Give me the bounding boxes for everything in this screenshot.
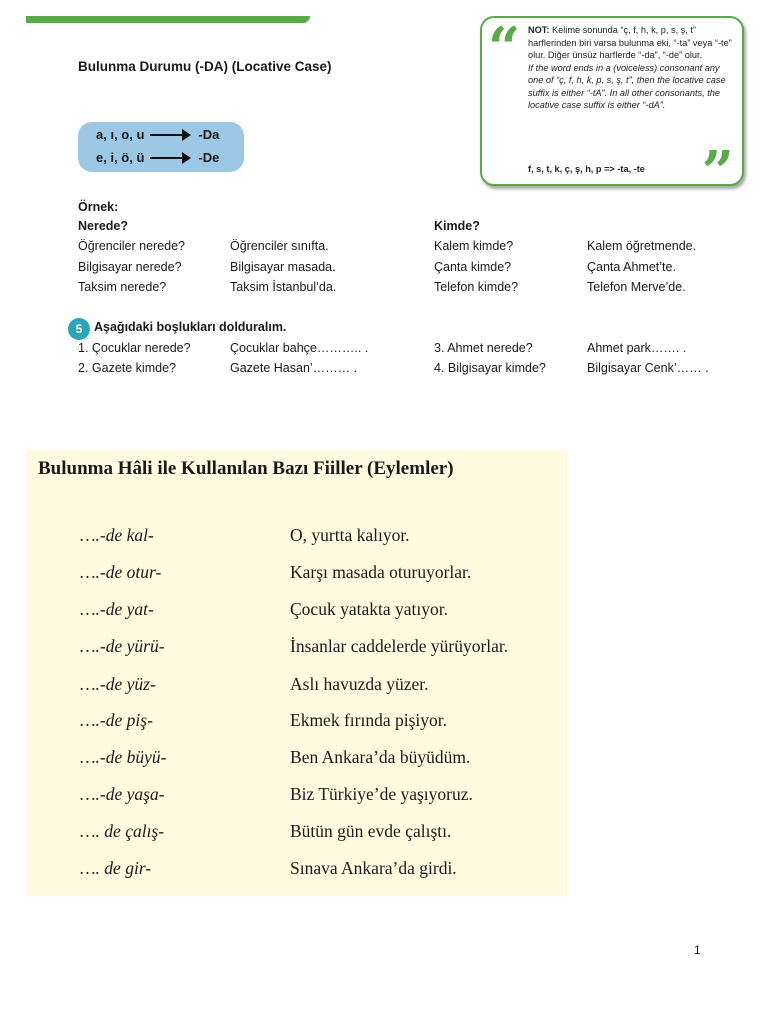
verb-pattern: ….-de yüz- <box>80 674 156 694</box>
who-heading: Kimde? <box>434 219 480 233</box>
vowel-rule-front <box>96 150 219 165</box>
where-heading: Nerede? <box>78 219 129 233</box>
example-answer: Bilgisayar masada. <box>230 260 336 274</box>
open-quote-icon: “ <box>488 15 521 81</box>
example-heading: Örnek: <box>78 200 119 214</box>
exercise-instruction: Aşağıdaki boşlukları dolduralım. <box>94 320 287 334</box>
arrow-right-icon <box>150 157 188 159</box>
page-title: Bulunma Durumu (-DA) (Locative Case) <box>78 59 332 74</box>
verb-example: İnsanlar caddelerde yürüyorlar. <box>290 636 509 656</box>
example-question: Kalem kimde? <box>434 239 514 253</box>
verb-row <box>26 858 567 884</box>
verb-pattern: ….-de yaşa- <box>80 784 165 804</box>
example-answer: Telefon Merve’de. <box>587 280 686 294</box>
verb-example: Sınava Ankara’da girdi. <box>290 858 457 878</box>
suffix-label: -Da <box>198 127 220 142</box>
note-formula: f, s, t, k, ç, ş, h, p => -ta, -te <box>528 164 645 174</box>
verb-row <box>26 821 567 847</box>
verb-example: Bütün gün evde çalıştı. <box>290 821 452 841</box>
example-question: Öğrenciler nerede? <box>78 239 186 253</box>
verb-row <box>26 562 567 588</box>
verb-pattern: ….-de büyü- <box>80 747 167 767</box>
verb-row <box>26 636 567 662</box>
exercise-question: 4. Bilgisayar kimde? <box>434 361 546 375</box>
verb-pattern: …. de gir- <box>80 858 152 878</box>
exercise-blank[interactable]: Ahmet park……. . <box>587 341 687 355</box>
exercise-number-badge: 5 <box>68 318 90 340</box>
note-text <box>528 24 734 112</box>
verb-example: O, yurtta kalıyor. <box>290 525 410 545</box>
verb-pattern: ….-de piş- <box>80 710 153 730</box>
verb-example: Karşı masada oturuyorlar. <box>290 562 472 582</box>
verb-row <box>26 710 567 736</box>
exercise-question: 1. Çocuklar nerede? <box>78 341 191 355</box>
example-question: Çanta kimde? <box>434 260 512 274</box>
suffix-label: -De <box>198 150 220 165</box>
verb-pattern: ….-de kal- <box>80 525 154 545</box>
note-box <box>480 15 744 205</box>
example-question: Bilgisayar nerede? <box>78 260 182 274</box>
verb-pattern: ….-de otur- <box>80 562 162 582</box>
close-quote-icon: ” <box>701 139 734 205</box>
arrow-right-icon <box>150 134 188 136</box>
note-english-text: If the word ends in a (voiceless) consonant any one of “ç, f, h, k, p, s, ş, t”, then the locative case suffix is either “-tA”. In all other consonants, the locative case suffix is either “-dA”. <box>528 62 726 110</box>
verb-example: Çocuk yatakta yatıyor. <box>290 599 448 619</box>
top-accent-bar <box>26 16 310 23</box>
vowel-rule-box <box>78 122 244 172</box>
page-number: 1 <box>694 943 701 957</box>
note-label: NOT: <box>528 25 550 35</box>
exercise-question: 3. Ahmet nerede? <box>434 341 533 355</box>
exercise-blank[interactable]: Çocuklar bahçe……….. . <box>230 341 369 355</box>
example-answer: Çanta Ahmet’te. <box>587 260 676 274</box>
verb-pattern: …. de çalış- <box>80 821 165 841</box>
verb-row <box>26 747 567 773</box>
example-question: Taksim nerede? <box>78 280 167 294</box>
exercise-question: 2. Gazete kimde? <box>78 361 176 375</box>
note-turkish-text: Kelime sonunda “ç, f, h, k, p, s, ş, t” harflerinden biri varsa bulunma eki, “-ta” veya “-te” olur. Diğer ünsüz harflerde “-da”, “-de” olur. <box>528 25 732 60</box>
verb-example: Ben Ankara’da büyüdüm. <box>290 747 471 767</box>
verb-example: Biz Türkiye’de yaşıyoruz. <box>290 784 473 804</box>
exercise-blank[interactable]: Gazete Hasan’……… . <box>230 361 358 375</box>
vowel-rule-back <box>96 127 219 142</box>
verb-example: Aslı havuzda yüzer. <box>290 674 429 694</box>
verb-pattern: ….-de yürü- <box>80 636 165 656</box>
example-answer: Taksim İstanbul’da. <box>230 280 337 294</box>
verb-row <box>26 599 567 625</box>
verb-example: Ekmek fırında pişiyor. <box>290 710 447 730</box>
verb-pattern: ….-de yat- <box>80 599 154 619</box>
example-question: Telefon kimde? <box>434 280 519 294</box>
verb-list-title: Bulunma Hâli ile Kullanılan Bazı Fiiller (Eylemler) <box>38 458 454 479</box>
verb-row <box>26 525 567 551</box>
vowel-list: e, i, ö, ü <box>96 150 145 165</box>
example-answer: Öğrenciler sınıfta. <box>230 239 329 253</box>
verb-list-box <box>26 450 567 896</box>
verb-row <box>26 784 567 810</box>
verb-row <box>26 674 567 700</box>
vowel-list: a, ı, o, u <box>96 127 145 142</box>
example-answer: Kalem öğretmende. <box>587 239 697 253</box>
exercise-blank[interactable]: Bilgisayar Cenk’…… . <box>587 361 709 375</box>
